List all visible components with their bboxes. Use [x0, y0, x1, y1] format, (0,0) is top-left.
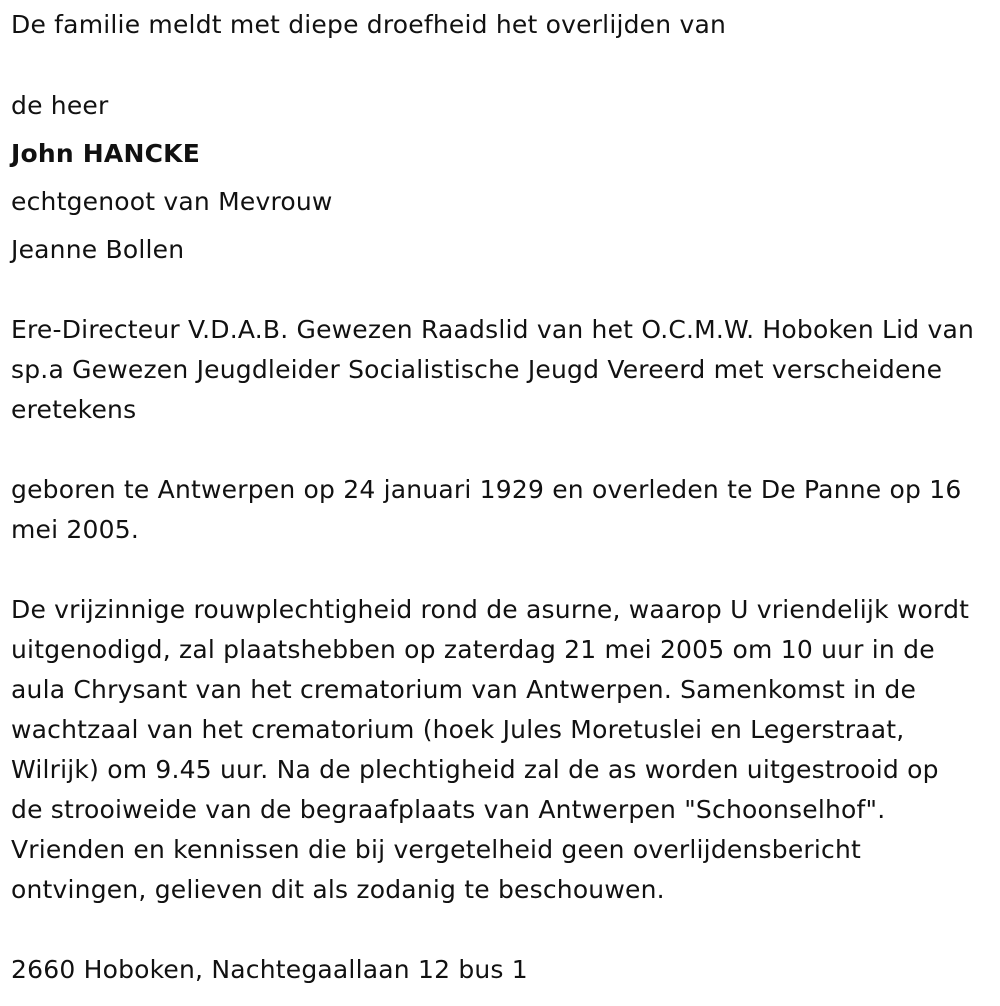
birth-death-paragraph: geboren te Antwerpen op 24 januari 1929 en overleden te De Panne op 16 mei 2005.: [11, 475, 962, 544]
spouse-line: echtgenoot van Mevrouw: [11, 187, 333, 216]
title-prefix: de heer: [11, 91, 109, 120]
titles-paragraph: Ere-Directeur V.D.A.B. Gewezen Raadslid van het O.C.M.W. Hoboken Lid van sp.a Gewezen Jeugdleider Socialistische Jeugd Vereerd met verscheidene eretekens: [11, 315, 975, 424]
address-line: 2660 Hoboken, Nachtegaallaan 12 bus 1: [11, 955, 528, 984]
ceremony-paragraph: De vrijzinnige rouwplechtigheid rond de asurne, waarop U vriendelijk wordt uitgenodigd, zal plaatshebben op zaterdag 21 mei 2005 om 10 uur in de aula Chrysant van het crematorium van Antwerpen. Samenkomst in de wachtzaal van het crematorium (hoek Jules Moretuslei en Legerstraat, Wilrijk) om 9.45 uur. Na de plechtigheid zal de as worden uitgestrooid op de strooiweide van de begraafplaats van Antwerpen "Schoonselhof". Vrienden en kennissen die bij vergetelheid geen overlijdensbericht ontvingen, gelieven dit als zodanig te beschouwen.: [11, 595, 970, 904]
intro-text: De familie meldt met diepe droefheid het overlijden van: [11, 10, 727, 39]
deceased-name: John HANCKE: [11, 139, 200, 168]
spouse-name: Jeanne Bollen: [11, 235, 185, 264]
